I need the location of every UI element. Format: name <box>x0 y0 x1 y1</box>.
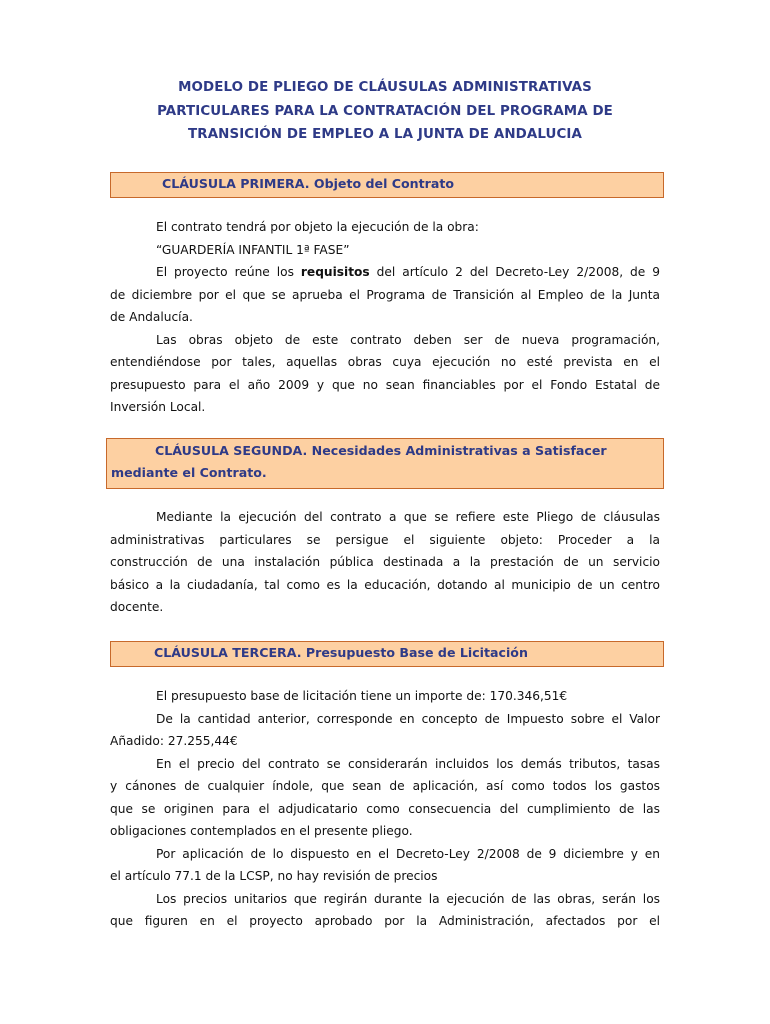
clause-1-p3-bold: requisitos <box>300 265 370 279</box>
title-line-2: PARTICULARES PARA LA CONTRATACIÓN DEL PROGRAMA DE <box>157 103 613 119</box>
clause-3-p3-line1: En el precio del contrato se considerarán incluidos los demás tributos, tasas <box>156 756 660 771</box>
clause-3-p2-line1: De la cantidad anterior, corresponde en concepto de Impuesto sobre el Valor <box>156 711 660 726</box>
clause-1-p3-post: del artículo 2 del Decreto-Ley 2/2008, de 9 <box>369 265 661 279</box>
document-title <box>110 76 660 147</box>
clause-2-p1-line5: docente. <box>110 600 164 614</box>
clause-1-p4-line3: presupuesto para el año 2009 y que no sean financiables por el Fondo Estatal de <box>110 377 660 392</box>
clause-1-p2: “GUARDERÍA INFANTIL 1ª FASE” <box>156 242 350 257</box>
clause-2-heading <box>106 438 664 489</box>
clause-3-body <box>110 685 660 933</box>
clause-3-heading: CLÁUSULA TERCERA. Presupuesto Base de Licitación <box>110 641 664 667</box>
clause-1-p3-pre: El proyecto reúne los <box>156 265 301 279</box>
clause-1-p1: El contrato tendrá por objeto la ejecución de la obra: <box>156 220 479 234</box>
clause-1-p3-line1 <box>110 261 660 284</box>
clause-2-body <box>110 506 660 619</box>
title-line-1: MODELO DE PLIEGO DE CLÁUSULAS ADMINISTRATIVAS <box>178 80 592 95</box>
clause-1-p4-line1: Las obras objeto de este contrato deben ser de nueva programación, <box>156 332 660 347</box>
clause-3-p5-line1: Los precios unitarios que regirán durante la ejecución de las obras, serán los <box>156 891 660 906</box>
clause-3-p1: El presupuesto base de licitación tiene un importe de: 170.346,51€ <box>156 689 568 703</box>
clause-3-p2-line2: Añadido: 27.255,44€ <box>110 734 238 748</box>
clause-1-heading: CLÁUSULA PRIMERA. Objeto del Contrato <box>110 172 664 198</box>
clause-1-p4-line4: Inversión Local. <box>110 400 206 414</box>
clause-3-p3-line3: que se originen para el adjudicatario como consecuencia del cumplimiento de las <box>110 801 660 816</box>
clause-3-p4-line2: el artículo 77.1 de la LCSP, no hay revisión de precios <box>110 869 438 883</box>
clause-2-heading-line2: mediante el Contrato. <box>111 465 267 480</box>
clause-1-p3-line3: de Andalucía. <box>110 310 193 324</box>
clause-3-p5-line2: que figuren en el proyecto aprobado por la Administración, afectados por el <box>110 914 660 928</box>
clause-3-p3-line4: obligaciones contemplados en el presente pliego. <box>110 824 413 838</box>
clause-1-p4-line2: entendiéndose por tales, aquellas obras cuya ejecución no esté prevista en el <box>110 355 660 369</box>
clause-1-p3-line2: de diciembre por el que se aprueba el Programa de Transición al Empleo de la Junta <box>110 287 660 302</box>
clause-2-p1-line3: construcción de una instalación pública destinada a la prestación de un servicio <box>110 555 660 569</box>
clause-2-heading-line1: CLÁUSULA SEGUNDA. Necesidades Administrativas a Satisfacer <box>155 443 607 458</box>
title-line-3: TRANSICIÓN DE EMPLEO A LA JUNTA DE ANDALUCIA <box>188 127 582 142</box>
clause-1-body <box>110 216 660 419</box>
clause-2-p1-line4: básico a la ciudadanía, tal como es la educación, dotando al municipio de un centro <box>110 577 660 592</box>
clause-2-p1-line1: Mediante la ejecución del contrato a que se refiere este Pliego de cláusulas <box>156 510 660 524</box>
clause-3-p3-line2: y cánones de cualquier índole, que sean de aplicación, así como todos los gastos <box>110 779 660 793</box>
clause-2-p1-line2: administrativas particulares se persigue el siguiente objeto: Proceder a la <box>110 532 660 547</box>
clause-3-p4-line1: Por aplicación de lo dispuesto en el Decreto-Ley 2/2008 de 9 diciembre y en <box>156 846 660 861</box>
